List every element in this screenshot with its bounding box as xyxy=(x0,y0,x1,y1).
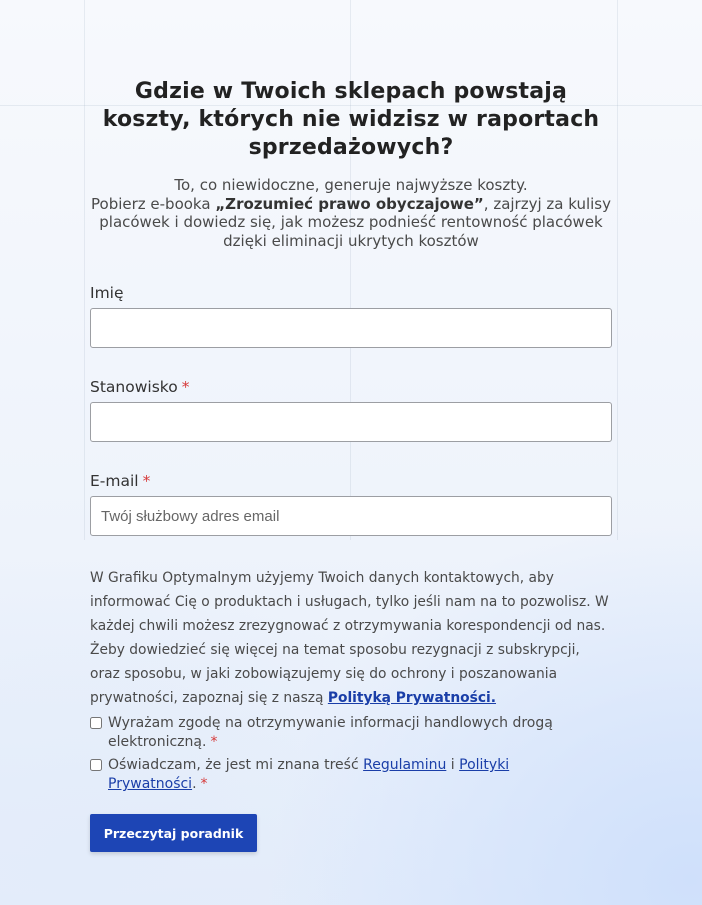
grid-line xyxy=(617,0,618,540)
position-label: Stanowisko * xyxy=(90,378,190,396)
consent-marketing-label: Wyrażam zgodę na otrzymywanie informacji handlowych drogą elektroniczną. * xyxy=(108,715,553,750)
consent-terms-label: Oświadczam, że jest mi znana treść Regulaminu i Polityki Prywatności. * xyxy=(108,757,510,792)
position-field-group xyxy=(90,378,612,442)
name-field-group xyxy=(90,284,612,348)
lead-line-1: To, co niewidoczne, generuje najwyższe koszty. xyxy=(174,176,528,194)
required-mark: * xyxy=(210,734,218,750)
consent-terms-checkbox[interactable] xyxy=(90,759,102,771)
ebook-title: „Zrozumieć prawo obyczajowe” xyxy=(215,194,484,213)
required-mark: * xyxy=(181,378,190,396)
email-field-group xyxy=(90,472,612,536)
email-input[interactable] xyxy=(90,496,612,536)
submit-button[interactable]: Przeczytaj poradnik xyxy=(90,814,257,852)
position-input[interactable] xyxy=(90,402,612,442)
name-label: Imię xyxy=(90,284,124,302)
required-mark: * xyxy=(200,776,208,792)
consent-terms xyxy=(90,756,612,794)
consent-marketing-checkbox[interactable] xyxy=(90,717,102,729)
privacy-policy-link-2[interactable]: Polityki Prywatności xyxy=(108,757,510,792)
consent-marketing xyxy=(90,714,612,752)
lead-post: , zajrzyj za kulisy placówek i dowiedz się, jak możesz podnieść rentowność placówek dzięki eliminacji ukrytych kosztów xyxy=(99,194,611,250)
terms-link[interactable]: Regulaminu xyxy=(363,757,447,773)
required-mark: * xyxy=(142,472,151,490)
grid-line xyxy=(84,0,85,540)
privacy-policy-link[interactable]: Polityką Prywatności. xyxy=(327,690,497,706)
email-label: E-mail * xyxy=(90,472,151,490)
lead-pre: Pobierz e-booka xyxy=(91,194,216,213)
signup-form-section xyxy=(90,78,612,852)
name-input[interactable] xyxy=(90,308,612,348)
privacy-notice: W Grafiku Optymalnym użyjemy Twoich danych kontaktowych, aby informować Cię o produktach i usługach, tylko jeśli nam na to pozwolisz. W każdej chwili możesz zrezygnować z otrzymywania korespondencji od nas. Żeby dowiedzieć się więcej na temat sposobu rezygnacji z subskrypcji, oraz sposobu, w jaki zobowiązujemy się do ochrony i poszanowania prywatności, zapoznaj się z naszą Polityką Prywatności. xyxy=(90,570,609,706)
lead-line-2 xyxy=(90,195,612,251)
page-title: Gdzie w Twoich sklepach powstają koszty, których nie widzisz w raportach sprzedażowych? xyxy=(102,79,600,160)
ebook-form xyxy=(90,284,612,852)
lead-text xyxy=(90,176,612,250)
